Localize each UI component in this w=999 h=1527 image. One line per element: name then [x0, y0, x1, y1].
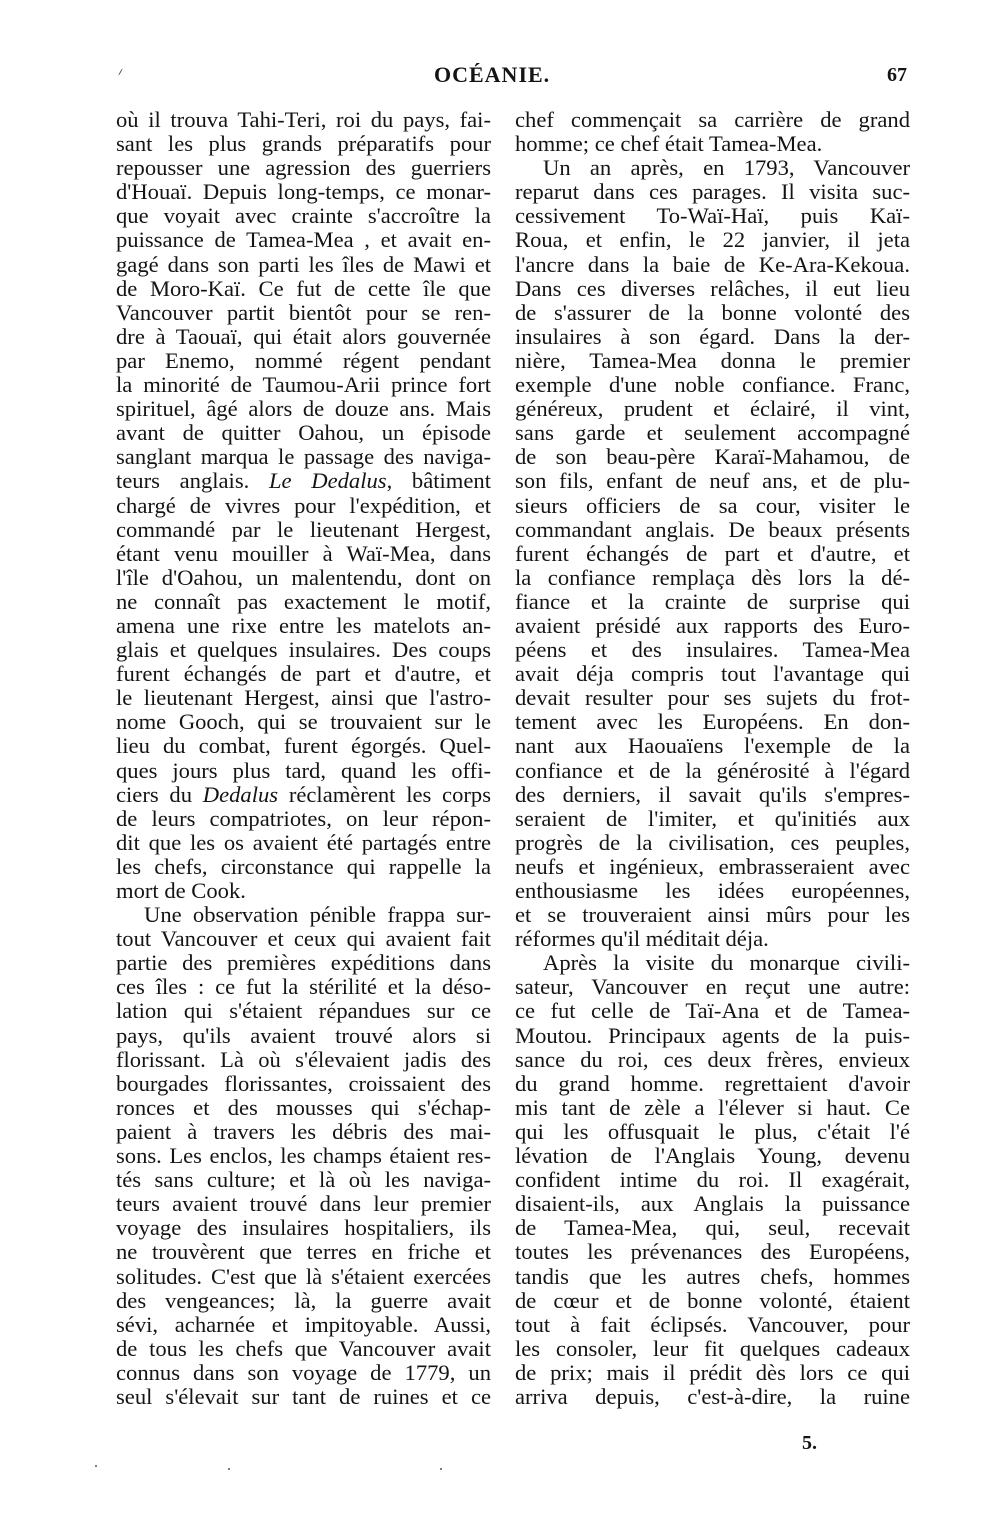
text-line: et se trouveraient ainsi mûrs pour les — [515, 902, 910, 928]
text-line: avait déja compris tout l'avantage qui — [515, 661, 910, 687]
text-line: étant venu mouiller à Waï-Mea, dans — [116, 540, 491, 566]
text-line: ciers du Dedalus réclamèrent les corps — [116, 781, 491, 807]
signature-mark: 5. — [802, 1432, 817, 1454]
text-line: amena une rixe entre les matelots an- — [116, 612, 491, 638]
text-line: dre à Taouaï, qui était alors gouvernée — [116, 323, 491, 349]
text-line: commandant anglais. De beaux présents — [515, 516, 910, 542]
scan-speck — [440, 1468, 442, 1470]
text-line: Après la visite du monarque civili- — [543, 950, 910, 976]
text-line: mort de Cook. — [116, 878, 246, 903]
text-line: réformes qu'il méditait déja. — [515, 926, 769, 952]
text-line: confident intime du roi. Il exagérait, — [515, 1167, 910, 1193]
text-line: par Enemo, nommé régent pendant — [116, 347, 491, 373]
text-line: tement avec les Européens. En don- — [515, 709, 910, 735]
text-line: neufs et ingénieux, embrasseraient avec — [515, 853, 910, 879]
text-line: d'Houaï. Depuis long-temps, ce monar- — [116, 179, 491, 205]
text-line: sons. Les enclos, les champs étaient res- — [116, 1143, 491, 1169]
text-line: mis tant de zèle a l'élever si haut. Ce — [515, 1094, 910, 1120]
text-line: lation qui s'étaient répandues sur ce — [116, 998, 491, 1024]
text-line: furent échangés de part et d'autre, et — [515, 540, 910, 566]
text-line: lévation de l'Anglais Young, devenu — [515, 1143, 910, 1169]
text-line: paient à travers les débris des mai- — [116, 1118, 491, 1144]
text-line: les chefs, circonstance qui rappelle la — [116, 853, 491, 879]
text-line: de son beau-père Karaï-Mahamou, de — [515, 444, 910, 470]
italic-ship-name: Le Dedalus — [268, 468, 387, 494]
text-line: toutes les prévenances des Européens, — [515, 1239, 910, 1265]
text-line: florissant. Là où s'élevaient jadis des — [116, 1046, 491, 1072]
text-line: sateur, Vancouver en reçut une autre: — [515, 974, 910, 1000]
text-line: confiance et de la générosité à l'égard — [515, 757, 910, 783]
text-line: sance du roi, ces deux frères, envieux — [515, 1046, 910, 1072]
text-line: où il trouva Tahi-Teri, roi du pays, fai- — [116, 107, 491, 132]
text-line: ce fut celle de Taï-Ana et de Tamea- — [515, 998, 910, 1024]
text-line: des vengeances; là, la guerre avait — [116, 1287, 491, 1313]
text-line: solitudes. C'est que là s'étaient exercées — [116, 1263, 491, 1289]
text-line: ne connaît pas exactement le motif, — [116, 588, 491, 614]
text-line: disaient-ils, aux Anglais la puissance — [515, 1191, 910, 1217]
text-line: nant aux Haouaïens l'exemple de la — [515, 733, 910, 759]
italic-ship-name: Dedalus — [202, 781, 279, 807]
text-line: l'ancre dans la baie de Ke-Ara-Kekoua. — [515, 251, 910, 277]
text-line: nière, Tamea-Mea donna le premier — [515, 347, 910, 373]
text-line: commandé par le lieutenant Hergest, — [116, 516, 491, 542]
text-line: ronces et des mousses qui s'échap- — [116, 1094, 491, 1120]
text-line: de prix; mais il prédit dès lors ce qui — [515, 1359, 910, 1385]
text-line: péens et des insulaires. Tamea-Mea — [515, 637, 910, 663]
right-text-column — [515, 108, 910, 1409]
text-line: Moutou. Principaux agents de la puis- — [515, 1022, 910, 1048]
text-line: des derniers, il savait qu'ils s'empres- — [515, 781, 910, 807]
text-line: sieurs officiers de sa cour, visiter le — [515, 492, 910, 518]
text-line: chef commençait sa carrière de grand — [515, 107, 910, 132]
page-number: 67 — [887, 64, 907, 86]
text-line: exemple d'une noble confiance. Franc, — [515, 372, 910, 398]
running-title: OCÉANIE. — [434, 62, 551, 87]
text-line: chargé de vivres pour l'expédition, et — [116, 492, 491, 518]
text-line: progrès de la civilisation, ces peuples, — [515, 829, 910, 855]
text-line: de cœur et de bonne volonté, étaient — [515, 1287, 910, 1313]
text-line: les consoler, leur fit quelques cadeaux — [515, 1335, 910, 1361]
text-line: ces îles : ce fut la stérilité et la déso- — [116, 974, 491, 1000]
text-line: de tous les chefs que Vancouver avait — [116, 1335, 491, 1361]
text-line: de Moro-Kaï. Ce fut de cette île que — [116, 275, 491, 301]
text-line: de s'assurer de la bonne volonté des — [515, 299, 910, 325]
text-line: furent échangés de part et d'autre, et — [116, 661, 491, 687]
text-line: nome Gooch, qui se trouvaient sur le — [116, 709, 491, 735]
text-line: enthousiasme les idées européennes, — [515, 878, 910, 903]
text-line: ne trouvèrent que terres en friche et — [116, 1239, 491, 1265]
text-line: gagé dans son parti les îles de Mawi et — [116, 251, 491, 277]
text-line: sans garde et seulement accompagné — [515, 420, 910, 446]
text-line: connus dans son voyage de 1779, un — [116, 1359, 491, 1385]
text-line: tandis que les autres chefs, hommes — [515, 1263, 910, 1289]
text-line: généreux, prudent et éclairé, il vint, — [515, 396, 910, 422]
text-line: insulaires à son égard. Dans la der- — [515, 323, 910, 349]
scan-speck — [95, 1465, 97, 1467]
text-line: sanglant marqua le passage des naviga- — [116, 444, 491, 470]
text-line: arriva depuis, c'est-à-dire, la ruine — [515, 1383, 910, 1409]
text-line: seul s'élevait sur tant de ruines et ce — [116, 1383, 491, 1409]
text-line: tés sans culture; et là où les naviga- — [116, 1167, 491, 1193]
text-line: la confiance remplaça dès lors la dé- — [515, 564, 910, 590]
text-line: que voyait avec crainte s'accroître la — [116, 203, 491, 229]
text-line: teurs anglais. Le Dedalus, bâtiment — [116, 468, 491, 494]
text-line: de leurs compatriotes, on leur répon- — [116, 805, 491, 831]
text-line: Roua, et enfin, le 22 janvier, il jeta — [515, 227, 910, 253]
text-line: Vancouver partit bientôt pour se ren- — [116, 299, 491, 325]
text-line: lieu du combat, furent égorgés. Quel- — [116, 733, 491, 759]
text-line: la minorité de Taumou-Arii prince fort — [116, 372, 491, 398]
text-line: ques jours plus tard, quand les offi- — [116, 757, 491, 783]
scan-speck — [228, 1468, 230, 1470]
text-line: sévi, acharnée et impitoyable. Aussi, — [116, 1311, 491, 1337]
text-line: Dans ces diverses relâches, il eut lieu — [515, 275, 910, 301]
text-line: partie des premières expéditions dans — [116, 950, 491, 976]
text-line: seraient de l'imiter, et qu'initiés aux — [515, 805, 910, 831]
text-line: voyage des insulaires hospitaliers, ils — [116, 1215, 491, 1241]
text-line: avant de quitter Oahou, un épisode — [116, 420, 491, 446]
text-line: Une observation pénible frappa sur- — [144, 902, 491, 928]
text-line: tout à fait éclipsés. Vancouver, pour — [515, 1311, 910, 1337]
text-line: le lieutenant Hergest, ainsi que l'astro- — [116, 685, 491, 711]
text-line: homme; ce chef était Tamea-Mea. — [515, 131, 823, 157]
text-line: reparut dans ces parages. Il visita suc- — [515, 179, 910, 205]
text-line: devait resulter pour ses sujets du frot- — [515, 685, 910, 711]
text-line: cessivement To-Waï-Haï, puis Kaï- — [515, 203, 910, 229]
text-line: l'île d'Oahou, un malentendu, dont on — [116, 564, 491, 590]
text-line: son fils, enfant de neuf ans, et de plu- — [515, 468, 910, 494]
text-line: spirituel, âgé alors de douze ans. Mais — [116, 396, 491, 422]
running-head — [0, 62, 999, 94]
text-line: bourgades florissantes, croissaient des — [116, 1070, 491, 1096]
text-line: dit que les os avaient été partagés entre — [116, 829, 491, 855]
text-line: puissance de Tamea-Mea , et avait en- — [116, 227, 491, 253]
text-line: de Tamea-Mea, qui, seul, recevait — [515, 1215, 910, 1241]
left-text-column — [116, 108, 491, 1409]
text-line: pays, qu'ils avaient trouvé alors si — [116, 1022, 491, 1048]
text-line: glais et quelques insulaires. Des coups — [116, 637, 491, 663]
text-line: tout Vancouver et ceux qui avaient fait — [116, 926, 491, 952]
text-line: repousser une agression des guerriers — [116, 155, 491, 181]
text-line: du grand homme. regrettaient d'avoir — [515, 1070, 910, 1096]
text-line: teurs avaient trouvé dans leur premier — [116, 1191, 491, 1217]
text-line: sant les plus grands préparatifs pour — [116, 131, 491, 157]
text-line: qui les offusquait le plus, c'était l'é — [515, 1118, 910, 1144]
text-line: fiance et la crainte de surprise qui — [515, 588, 910, 614]
text-line: avaient présidé aux rapports des Euro- — [515, 612, 910, 638]
text-line: Un an après, en 1793, Vancouver — [543, 155, 910, 181]
